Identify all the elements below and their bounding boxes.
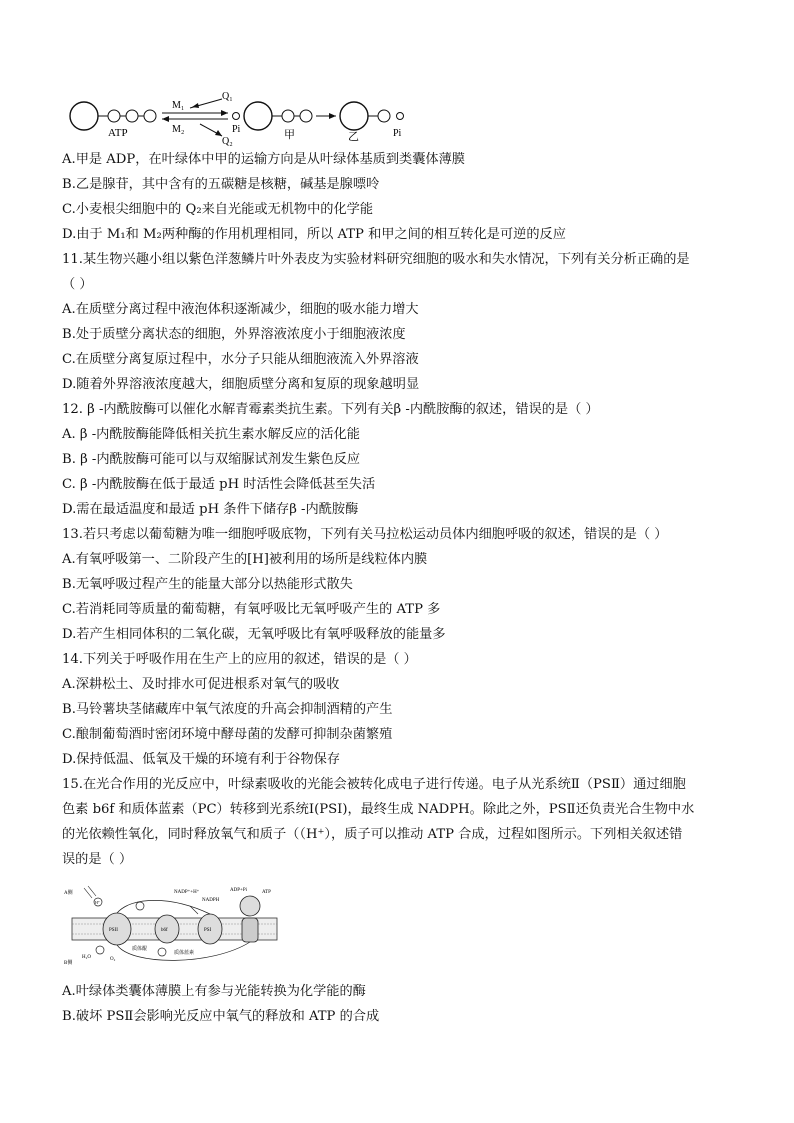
adenine-circle <box>70 102 98 130</box>
q13-stem: 13.若只考虑以葡萄糖为唯一细胞呼吸底物，下列有关马拉松运动员体内细胞呼吸的叙述，错误的是（ ） <box>62 527 668 542</box>
pi-label-left: Pi <box>232 124 241 135</box>
q12-option-d: D.需在最适温度和最适 pH 条件下储存β -内酰胺酶 <box>62 502 359 517</box>
atp-conversion-diagram <box>60 90 420 148</box>
oxygen-label: O₂ <box>110 957 116 962</box>
proton-label: H⁺ <box>95 900 100 905</box>
side-a-label: A侧 <box>64 891 73 896</box>
q10-option-d: D.由于 M₁和 M₂两种酶的作用机理相同，所以 ATP 和甲之间的相互转化是可逆的反应 <box>62 227 566 242</box>
q13-option-c: C.若消耗同等质量的葡萄糖，有氧呼吸比无氧呼吸产生的 ATP 多 <box>62 602 441 617</box>
atp-label: ATP <box>262 890 271 895</box>
q15-stem-line-3: 的光依赖性氧化，同时释放氧气和质子（（H⁺），质子可以推动 ATP 合成，过程如图所示。下列相关叙述错 <box>62 827 683 842</box>
q12-option-a: A. β -内酰胺酶能降低相关抗生素水解反应的活化能 <box>62 427 360 442</box>
q14-option-d: D.保持低温、低氧及干燥的环境有利于谷物保存 <box>62 752 341 767</box>
q2-label: Q₂ <box>222 136 233 147</box>
psi-label: PSI <box>204 928 212 933</box>
q14-option-a: A.深耕松土、及时排水可促进根系对氧气的吸收 <box>62 677 340 692</box>
q10-option-a: A.甲是 ADP，在叶绿体中甲的运输方向是从叶绿体基质到类囊体薄膜 <box>62 152 465 167</box>
q10-option-b: B.乙是腺苷，其中含有的五碳糖是核糖，碱基是腺嘌呤 <box>62 177 380 192</box>
water-label: H₂O <box>82 955 91 960</box>
q11-option-b: B.处于质壁分离状态的细胞，外界溶液浓度小于细胞液浓度 <box>62 327 406 342</box>
pc-label: 质体蓝素 <box>174 951 195 956</box>
q14-stem: 14.下列关于呼吸作用在生产上的应用的叙述，错误的是（ ） <box>62 652 417 667</box>
q14-option-b: B.马铃薯块茎储藏库中氧气浓度的升高会抑制酒精的产生 <box>62 702 393 717</box>
pi-label-right: Pi <box>393 128 402 139</box>
q12-stem: 12. β -内酰胺酶可以催化水解青霉素类抗生素。下列有关β -内酰胺酶的叙述，错误的是（ ） <box>62 402 599 417</box>
pq-label: 质体醌 <box>132 947 148 952</box>
thylakoid-membrane-diagram <box>62 884 292 970</box>
proton-circle <box>136 902 144 910</box>
phosphate-circle <box>108 110 120 122</box>
atp-synthase <box>242 918 258 942</box>
adenine-circle <box>340 102 368 130</box>
q11-option-d: D.随着外界溶液浓度越大，细胞质壁分离和复原的现象越明显 <box>62 377 420 392</box>
q12-option-b: B. β -内酰胺酶可能可以与双缩脲试剂发生紫色反应 <box>62 452 361 467</box>
m2-label: M₂ <box>172 124 185 135</box>
phosphate-circle <box>144 110 156 122</box>
proton-circle <box>158 948 166 956</box>
adenine-circle <box>244 102 272 130</box>
m1-label: M₁ <box>172 100 185 111</box>
q15-stem-line-4: 误的是（ ） <box>62 852 133 867</box>
q11-stem: 11.某生物兴趣小组以紫色洋葱鳞片叶外表皮为实验材料研究细胞的吸水和失水情况，下列有关分析正确的是 <box>62 252 690 267</box>
q11-option-a: A.在质壁分离过程中液泡体积逐渐减少，细胞的吸水能力增大 <box>62 302 419 317</box>
adp-label: ADP+Pi <box>230 888 247 893</box>
q13-option-d: D.若产生相同体积的二氧化碳，无氧呼吸比有氧呼吸释放的能量多 <box>62 627 446 642</box>
q12-option-c: C. β -内酰胺酶在低于最适 pH 时活性会降低甚至失活 <box>62 477 376 492</box>
nadp-label: NADP⁺+H⁺ <box>174 890 200 895</box>
side-b-label: B侧 <box>64 961 73 966</box>
q15-stem-line-1: 15.在光合作用的光反应中，叶绿素吸收的光能会被转化成电子进行传递。电子从光系统Ⅱ（PSⅡ）通过细胞 <box>62 777 686 792</box>
atp-label: ATP <box>108 127 128 139</box>
nadph-label: NADPH <box>202 898 220 903</box>
q11-stem-blank: （ ） <box>62 277 93 292</box>
phosphate-circle <box>126 110 138 122</box>
q13-option-b: B.无氧呼吸过程产生的能量大部分以热能形式散失 <box>62 577 353 592</box>
psii-label: PSII <box>109 928 118 933</box>
b6f-label: b6f <box>161 928 168 933</box>
q15-stem-line-2: 色素 b6f 和质体蓝素（PC）转移到光系统Ⅰ(PSI)，最终生成 NADPH。除此之外，PSⅡ还负责光合生物中水 <box>62 802 695 817</box>
q15-option-b: B.破坏 PSⅡ会影响光反应中氧气的释放和 ATP 的合成 <box>62 1009 380 1024</box>
jia-label: 甲 <box>284 129 295 141</box>
q14-option-c: C.酿制葡萄酒时密闭环境中酵母菌的发酵可抑制杂菌繁殖 <box>62 727 393 742</box>
q15-option-a: A.叶绿体类囊体薄膜上有参与光能转换为化学能的酶 <box>62 984 366 999</box>
q13-option-a: A.有氧呼吸第一、二阶段产生的[H]被利用的场所是线粒体内膜 <box>62 552 428 567</box>
yi-label: 乙 <box>348 131 359 143</box>
proton-circle <box>96 946 104 954</box>
q1-label: Q₁ <box>222 91 233 102</box>
q11-option-c: C.在质壁分离复原过程中，水分子只能从细胞液流入外界溶液 <box>62 352 419 367</box>
q10-option-c: C.小麦根尖细胞中的 Q₂来自光能或无机物中的化学能 <box>62 202 374 217</box>
